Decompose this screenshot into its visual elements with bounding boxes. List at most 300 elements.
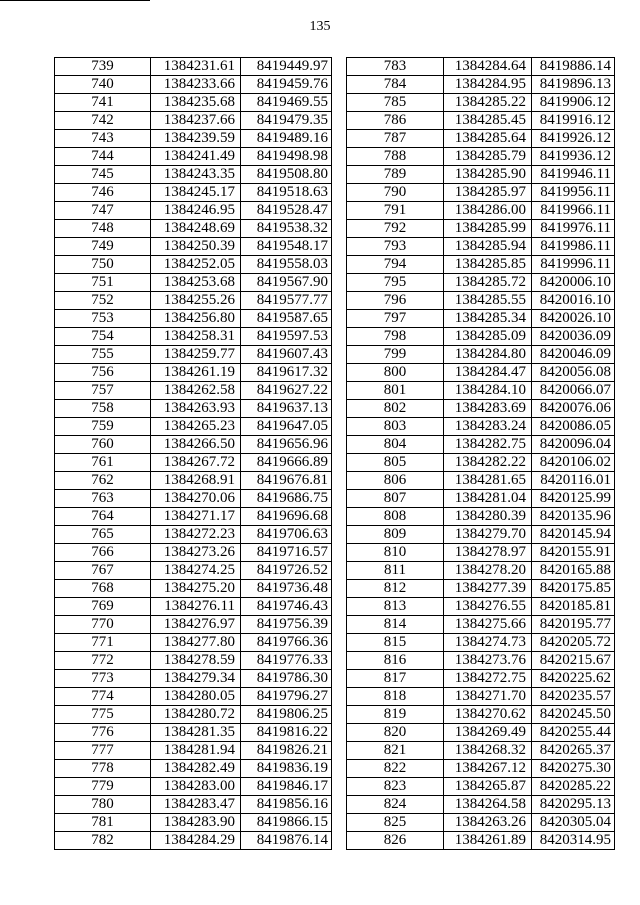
- x-coordinate-cell: 1384285.90: [444, 166, 532, 184]
- point-number-cell: 767: [55, 562, 151, 580]
- x-coordinate-cell: 1384277.39: [444, 580, 532, 598]
- x-coordinate-cell: 1384270.06: [151, 490, 241, 508]
- table-row: [55, 454, 332, 472]
- y-coordinate-cell: 8420314.95: [532, 832, 615, 850]
- y-coordinate-cell: 8419696.68: [241, 508, 332, 526]
- x-coordinate-cell: 1384263.26: [444, 814, 532, 832]
- x-coordinate-cell: 1384275.66: [444, 616, 532, 634]
- table-row: [55, 238, 332, 256]
- y-coordinate-cell: 8419846.17: [241, 778, 332, 796]
- table-row: [347, 472, 615, 490]
- point-number-cell: 748: [55, 220, 151, 238]
- point-number-cell: 781: [55, 814, 151, 832]
- table-row: [347, 670, 615, 688]
- x-coordinate-cell: 1384274.73: [444, 634, 532, 652]
- table-row: [347, 742, 615, 760]
- y-coordinate-cell: 8419587.65: [241, 310, 332, 328]
- x-coordinate-cell: 1384268.91: [151, 472, 241, 490]
- y-coordinate-cell: 8419856.16: [241, 796, 332, 814]
- x-coordinate-cell: 1384243.35: [151, 166, 241, 184]
- x-coordinate-cell: 1384252.05: [151, 256, 241, 274]
- y-coordinate-cell: 8419806.25: [241, 706, 332, 724]
- table-row: [347, 832, 615, 850]
- y-coordinate-cell: 8419906.12: [532, 94, 615, 112]
- table-row: [55, 418, 332, 436]
- y-coordinate-cell: 8420295.13: [532, 796, 615, 814]
- table-row: [347, 724, 615, 742]
- y-coordinate-cell: 8419736.48: [241, 580, 332, 598]
- x-coordinate-cell: 1384233.66: [151, 76, 241, 94]
- x-coordinate-cell: 1384281.65: [444, 472, 532, 490]
- table-row: [55, 364, 332, 382]
- table-row: [55, 130, 332, 148]
- point-number-cell: 746: [55, 184, 151, 202]
- y-coordinate-cell: 8420195.77: [532, 616, 615, 634]
- point-number-cell: 751: [55, 274, 151, 292]
- point-number-cell: 804: [347, 436, 444, 454]
- y-coordinate-cell: 8419926.12: [532, 130, 615, 148]
- table-row: [347, 166, 615, 184]
- point-number-cell: 744: [55, 148, 151, 166]
- point-number-cell: 769: [55, 598, 151, 616]
- x-coordinate-cell: 1384285.72: [444, 274, 532, 292]
- y-coordinate-cell: 8419896.13: [532, 76, 615, 94]
- y-coordinate-cell: 8419686.75: [241, 490, 332, 508]
- point-number-cell: 766: [55, 544, 151, 562]
- point-number-cell: 741: [55, 94, 151, 112]
- x-coordinate-cell: 1384265.23: [151, 418, 241, 436]
- x-coordinate-cell: 1384285.55: [444, 292, 532, 310]
- point-number-cell: 811: [347, 562, 444, 580]
- point-number-cell: 765: [55, 526, 151, 544]
- point-number-cell: 793: [347, 238, 444, 256]
- y-coordinate-cell: 8419548.17: [241, 238, 332, 256]
- point-number-cell: 822: [347, 760, 444, 778]
- point-number-cell: 774: [55, 688, 151, 706]
- x-coordinate-cell: 1384280.05: [151, 688, 241, 706]
- x-coordinate-cell: 1384272.23: [151, 526, 241, 544]
- x-coordinate-cell: 1384241.49: [151, 148, 241, 166]
- point-number-cell: 754: [55, 328, 151, 346]
- table-row: [347, 328, 615, 346]
- y-coordinate-cell: 8420125.99: [532, 490, 615, 508]
- y-coordinate-cell: 8419567.90: [241, 274, 332, 292]
- x-coordinate-cell: 1384276.97: [151, 616, 241, 634]
- y-coordinate-cell: 8420265.37: [532, 742, 615, 760]
- y-coordinate-cell: 8419986.11: [532, 238, 615, 256]
- coordinates-table-left: [54, 57, 332, 850]
- x-coordinate-cell: 1384253.68: [151, 274, 241, 292]
- y-coordinate-cell: 8419866.15: [241, 814, 332, 832]
- point-number-cell: 818: [347, 688, 444, 706]
- table-row: [55, 526, 332, 544]
- point-number-cell: 820: [347, 724, 444, 742]
- point-number-cell: 803: [347, 418, 444, 436]
- table-row: [347, 292, 615, 310]
- point-number-cell: 771: [55, 634, 151, 652]
- x-coordinate-cell: 1384284.64: [444, 58, 532, 76]
- point-number-cell: 756: [55, 364, 151, 382]
- page-number: 135: [309, 19, 331, 34]
- x-coordinate-cell: 1384283.24: [444, 418, 532, 436]
- x-coordinate-cell: 1384283.00: [151, 778, 241, 796]
- point-number-cell: 740: [55, 76, 151, 94]
- point-number-cell: 816: [347, 652, 444, 670]
- y-coordinate-cell: 8420086.05: [532, 418, 615, 436]
- x-coordinate-cell: 1384284.80: [444, 346, 532, 364]
- y-coordinate-cell: 8419508.80: [241, 166, 332, 184]
- y-coordinate-cell: 8419666.89: [241, 454, 332, 472]
- table-row: [347, 220, 615, 238]
- y-coordinate-cell: 8420245.50: [532, 706, 615, 724]
- x-coordinate-cell: 1384264.58: [444, 796, 532, 814]
- y-coordinate-cell: 8419816.22: [241, 724, 332, 742]
- x-coordinate-cell: 1384281.35: [151, 724, 241, 742]
- point-number-cell: 772: [55, 652, 151, 670]
- x-coordinate-cell: 1384281.94: [151, 742, 241, 760]
- table-row: [55, 760, 332, 778]
- y-coordinate-cell: 8419656.96: [241, 436, 332, 454]
- y-coordinate-cell: 8419776.33: [241, 652, 332, 670]
- y-coordinate-cell: 8419518.63: [241, 184, 332, 202]
- table-row: [55, 580, 332, 598]
- table-row: [55, 598, 332, 616]
- x-coordinate-cell: 1384259.77: [151, 346, 241, 364]
- point-number-cell: 762: [55, 472, 151, 490]
- y-coordinate-cell: 8419746.43: [241, 598, 332, 616]
- point-number-cell: 821: [347, 742, 444, 760]
- point-number-cell: 760: [55, 436, 151, 454]
- y-coordinate-cell: 8419449.97: [241, 58, 332, 76]
- table-row: [55, 670, 332, 688]
- y-coordinate-cell: 8419886.14: [532, 58, 615, 76]
- point-number-cell: 812: [347, 580, 444, 598]
- point-number-cell: 824: [347, 796, 444, 814]
- x-coordinate-cell: 1384271.70: [444, 688, 532, 706]
- point-number-cell: 802: [347, 400, 444, 418]
- table-row: [55, 166, 332, 184]
- table-row: [347, 184, 615, 202]
- y-coordinate-cell: 8419786.30: [241, 670, 332, 688]
- table-row: [55, 472, 332, 490]
- x-coordinate-cell: 1384285.45: [444, 112, 532, 130]
- y-coordinate-cell: 8420016.10: [532, 292, 615, 310]
- x-coordinate-cell: 1384256.80: [151, 310, 241, 328]
- x-coordinate-cell: 1384250.39: [151, 238, 241, 256]
- point-number-cell: 823: [347, 778, 444, 796]
- point-number-cell: 826: [347, 832, 444, 850]
- table-row: [55, 76, 332, 94]
- x-coordinate-cell: 1384261.19: [151, 364, 241, 382]
- x-coordinate-cell: 1384268.32: [444, 742, 532, 760]
- x-coordinate-cell: 1384239.59: [151, 130, 241, 148]
- y-coordinate-cell: 8419946.11: [532, 166, 615, 184]
- table-row: [55, 274, 332, 292]
- y-coordinate-cell: 8419627.22: [241, 382, 332, 400]
- table-row: [55, 148, 332, 166]
- point-number-cell: 773: [55, 670, 151, 688]
- x-coordinate-cell: 1384282.75: [444, 436, 532, 454]
- x-coordinate-cell: 1384281.04: [444, 490, 532, 508]
- y-coordinate-cell: 8420006.10: [532, 274, 615, 292]
- x-coordinate-cell: 1384285.99: [444, 220, 532, 238]
- point-number-cell: 775: [55, 706, 151, 724]
- x-coordinate-cell: 1384237.66: [151, 112, 241, 130]
- table-row: [55, 94, 332, 112]
- point-number-cell: 757: [55, 382, 151, 400]
- table-row: [347, 202, 615, 220]
- table-row: [347, 346, 615, 364]
- point-number-cell: 797: [347, 310, 444, 328]
- table-row: [55, 256, 332, 274]
- y-coordinate-cell: 8419956.11: [532, 184, 615, 202]
- point-number-cell: 753: [55, 310, 151, 328]
- x-coordinate-cell: 1384270.62: [444, 706, 532, 724]
- y-coordinate-cell: 8419676.81: [241, 472, 332, 490]
- x-coordinate-cell: 1384283.90: [151, 814, 241, 832]
- x-coordinate-cell: 1384267.72: [151, 454, 241, 472]
- point-number-cell: 817: [347, 670, 444, 688]
- table-row: [347, 148, 615, 166]
- point-number-cell: 739: [55, 58, 151, 76]
- table-row: [55, 796, 332, 814]
- x-coordinate-cell: 1384231.61: [151, 58, 241, 76]
- table-row: [55, 112, 332, 130]
- y-coordinate-cell: 8419716.57: [241, 544, 332, 562]
- y-coordinate-cell: 8420185.81: [532, 598, 615, 616]
- x-coordinate-cell: 1384267.12: [444, 760, 532, 778]
- table-row: [55, 544, 332, 562]
- table-row: [347, 382, 615, 400]
- y-coordinate-cell: 8420165.88: [532, 562, 615, 580]
- point-number-cell: 759: [55, 418, 151, 436]
- y-coordinate-cell: 8420036.09: [532, 328, 615, 346]
- point-number-cell: 784: [347, 76, 444, 94]
- y-coordinate-cell: 8419577.77: [241, 292, 332, 310]
- table-row: [347, 598, 615, 616]
- table-row: [347, 400, 615, 418]
- y-coordinate-cell: 8420046.09: [532, 346, 615, 364]
- table-row: [347, 688, 615, 706]
- point-number-cell: 743: [55, 130, 151, 148]
- table-row: [347, 112, 615, 130]
- x-coordinate-cell: 1384273.26: [151, 544, 241, 562]
- y-coordinate-cell: 8419756.39: [241, 616, 332, 634]
- x-coordinate-cell: 1384283.47: [151, 796, 241, 814]
- table-row: [55, 490, 332, 508]
- table-row: [55, 346, 332, 364]
- table-row: [55, 220, 332, 238]
- x-coordinate-cell: 1384246.95: [151, 202, 241, 220]
- y-coordinate-cell: 8419637.13: [241, 400, 332, 418]
- table-row: [55, 688, 332, 706]
- y-coordinate-cell: 8420116.01: [532, 472, 615, 490]
- x-coordinate-cell: 1384277.80: [151, 634, 241, 652]
- point-number-cell: 763: [55, 490, 151, 508]
- point-number-cell: 788: [347, 148, 444, 166]
- point-number-cell: 750: [55, 256, 151, 274]
- table-row: [55, 508, 332, 526]
- table-row: [347, 634, 615, 652]
- x-coordinate-cell: 1384285.64: [444, 130, 532, 148]
- y-coordinate-cell: 8419469.55: [241, 94, 332, 112]
- y-coordinate-cell: 8419726.52: [241, 562, 332, 580]
- point-number-cell: 752: [55, 292, 151, 310]
- y-coordinate-cell: 8420076.06: [532, 400, 615, 418]
- table-row: [55, 58, 332, 76]
- y-coordinate-cell: 8419538.32: [241, 220, 332, 238]
- point-number-cell: 798: [347, 328, 444, 346]
- point-number-cell: 800: [347, 364, 444, 382]
- table-row: [55, 742, 332, 760]
- table-row: [347, 418, 615, 436]
- header-rule: [0, 0, 150, 1]
- x-coordinate-cell: 1384285.97: [444, 184, 532, 202]
- y-coordinate-cell: 8419607.43: [241, 346, 332, 364]
- x-coordinate-cell: 1384279.70: [444, 526, 532, 544]
- y-coordinate-cell: 8420275.30: [532, 760, 615, 778]
- x-coordinate-cell: 1384286.00: [444, 202, 532, 220]
- table-row: [55, 724, 332, 742]
- point-number-cell: 783: [347, 58, 444, 76]
- x-coordinate-cell: 1384269.49: [444, 724, 532, 742]
- table-row: [347, 796, 615, 814]
- x-coordinate-cell: 1384282.49: [151, 760, 241, 778]
- table-row: [347, 814, 615, 832]
- y-coordinate-cell: 8420235.57: [532, 688, 615, 706]
- x-coordinate-cell: 1384280.72: [151, 706, 241, 724]
- table-row: [347, 760, 615, 778]
- point-number-cell: 794: [347, 256, 444, 274]
- y-coordinate-cell: 8420155.91: [532, 544, 615, 562]
- y-coordinate-cell: 8419558.03: [241, 256, 332, 274]
- point-number-cell: 745: [55, 166, 151, 184]
- table-row: [347, 454, 615, 472]
- table-row: [55, 184, 332, 202]
- table-row: [55, 310, 332, 328]
- y-coordinate-cell: 8420096.04: [532, 436, 615, 454]
- table-row: [55, 778, 332, 796]
- x-coordinate-cell: 1384284.10: [444, 382, 532, 400]
- y-coordinate-cell: 8419479.35: [241, 112, 332, 130]
- x-coordinate-cell: 1384262.58: [151, 382, 241, 400]
- table-row: [55, 202, 332, 220]
- table-row: [347, 436, 615, 454]
- point-number-cell: 809: [347, 526, 444, 544]
- table-row: [347, 58, 615, 76]
- x-coordinate-cell: 1384284.29: [151, 832, 241, 850]
- y-coordinate-cell: 8420056.08: [532, 364, 615, 382]
- x-coordinate-cell: 1384265.87: [444, 778, 532, 796]
- y-coordinate-cell: 8419936.12: [532, 148, 615, 166]
- point-number-cell: 776: [55, 724, 151, 742]
- y-coordinate-cell: 8420145.94: [532, 526, 615, 544]
- x-coordinate-cell: 1384275.20: [151, 580, 241, 598]
- table-row: [55, 328, 332, 346]
- point-number-cell: 779: [55, 778, 151, 796]
- point-number-cell: 747: [55, 202, 151, 220]
- table-row: [347, 256, 615, 274]
- point-number-cell: 758: [55, 400, 151, 418]
- point-number-cell: 780: [55, 796, 151, 814]
- y-coordinate-cell: 8420225.62: [532, 670, 615, 688]
- x-coordinate-cell: 1384285.85: [444, 256, 532, 274]
- x-coordinate-cell: 1384285.94: [444, 238, 532, 256]
- y-coordinate-cell: 8419876.14: [241, 832, 332, 850]
- y-coordinate-cell: 8420135.96: [532, 508, 615, 526]
- x-coordinate-cell: 1384261.89: [444, 832, 532, 850]
- point-number-cell: 819: [347, 706, 444, 724]
- x-coordinate-cell: 1384272.75: [444, 670, 532, 688]
- x-coordinate-cell: 1384278.20: [444, 562, 532, 580]
- table-row: [347, 580, 615, 598]
- x-coordinate-cell: 1384276.11: [151, 598, 241, 616]
- point-number-cell: 742: [55, 112, 151, 130]
- table-row: [55, 634, 332, 652]
- point-number-cell: 791: [347, 202, 444, 220]
- y-coordinate-cell: 8419966.11: [532, 202, 615, 220]
- point-number-cell: 777: [55, 742, 151, 760]
- table-row: [55, 292, 332, 310]
- point-number-cell: 796: [347, 292, 444, 310]
- x-coordinate-cell: 1384285.09: [444, 328, 532, 346]
- table-row: [55, 814, 332, 832]
- point-number-cell: 787: [347, 130, 444, 148]
- x-coordinate-cell: 1384274.25: [151, 562, 241, 580]
- table-row: [347, 310, 615, 328]
- y-coordinate-cell: 8419647.05: [241, 418, 332, 436]
- table-row: [55, 616, 332, 634]
- table-row: [347, 76, 615, 94]
- table-row: [347, 616, 615, 634]
- point-number-cell: 749: [55, 238, 151, 256]
- table-row: [55, 382, 332, 400]
- point-number-cell: 778: [55, 760, 151, 778]
- point-number-cell: 810: [347, 544, 444, 562]
- point-number-cell: 755: [55, 346, 151, 364]
- table-row: [55, 706, 332, 724]
- point-number-cell: 786: [347, 112, 444, 130]
- y-coordinate-cell: 8419766.36: [241, 634, 332, 652]
- point-number-cell: 815: [347, 634, 444, 652]
- y-coordinate-cell: 8419489.16: [241, 130, 332, 148]
- table-row: [347, 490, 615, 508]
- table-row: [347, 364, 615, 382]
- y-coordinate-cell: 8419617.32: [241, 364, 332, 382]
- y-coordinate-cell: 8419498.98: [241, 148, 332, 166]
- table-row: [347, 130, 615, 148]
- y-coordinate-cell: 8420205.72: [532, 634, 615, 652]
- x-coordinate-cell: 1384285.79: [444, 148, 532, 166]
- table-row: [55, 400, 332, 418]
- y-coordinate-cell: 8420285.22: [532, 778, 615, 796]
- x-coordinate-cell: 1384284.47: [444, 364, 532, 382]
- x-coordinate-cell: 1384245.17: [151, 184, 241, 202]
- table-row: [55, 436, 332, 454]
- x-coordinate-cell: 1384280.39: [444, 508, 532, 526]
- table-row: [347, 94, 615, 112]
- table-row: [347, 562, 615, 580]
- y-coordinate-cell: 8420175.85: [532, 580, 615, 598]
- table-row: [347, 544, 615, 562]
- point-number-cell: 790: [347, 184, 444, 202]
- point-number-cell: 805: [347, 454, 444, 472]
- table-row: [347, 778, 615, 796]
- y-coordinate-cell: 8419996.11: [532, 256, 615, 274]
- table-row: [347, 526, 615, 544]
- point-number-cell: 801: [347, 382, 444, 400]
- point-number-cell: 806: [347, 472, 444, 490]
